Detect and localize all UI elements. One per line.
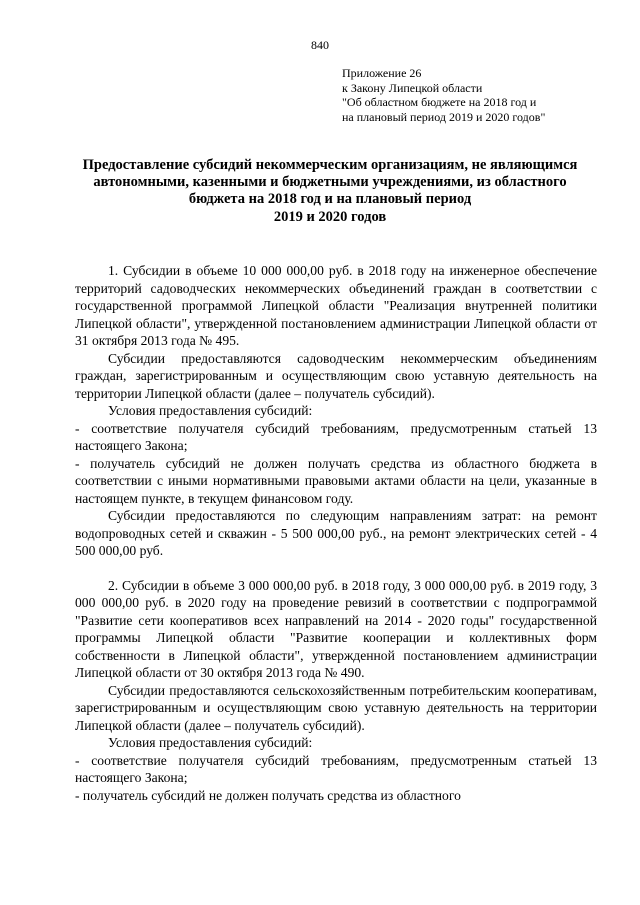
title-line: бюджета на 2018 год и на плановый период (188, 191, 472, 208)
annex-line: Приложение 26 (342, 66, 422, 80)
paragraph: 1. Субсидии в объеме 10 000 000,00 руб. в 2018 году на инженерное обеспечение территорий садоводческих некоммерческих объединений граждан в соответствии с государственной программой Липецкой области "Реализация внутренней политики Липецкой области", утвержденной постановлением администрации Липецкой области от 31 октября 2013 года № 495. (75, 263, 597, 348)
paragraph: Субсидии предоставляются садоводческим некоммерческим объединениям граждан, зарегистрированным и осуществляющим свою уставную деятельность на территории Липецкой области (далее – получатель субсидий). (75, 350, 597, 401)
section-2 (75, 577, 597, 805)
section-spacer (75, 560, 597, 577)
title-line: Предоставление субсидий некоммерческим организациям, не являющимся (82, 157, 578, 173)
page-number: 840 (311, 38, 329, 52)
paragraph: 2. Субсидии в объеме 3 000 000,00 руб. в 2018 году, 3 000 000,00 руб. в 2019 году, 3 000 000,00 руб. в 2020 году на проведение ревизий в соответствии с подпрограммой "Развитие сети кооперативов всех направлений на 2014 - 2020 годы" государственной программы Липецкой области "Развитие кооперации и коллективных форм собственности в Липецкой области", утвержденной постановлением администрации Липецкой области от 30 октября 2013 года № 490. (75, 577, 597, 680)
title-line: автономными, казенными и бюджетными учреждениями, из областного (93, 174, 567, 191)
document-body (75, 262, 597, 804)
annex-line: "Об областном бюджете на 2018 год и (342, 95, 537, 109)
list-item: - получатель субсидий не должен получать средства из областного бюджета в соответствии с иными нормативными правовыми актами области на цели, указанные в настоящем пункте, в текущем финансовом году. (75, 455, 597, 506)
annex-line: к Закону Липецкой области (342, 80, 483, 95)
list-item: - получатель субсидий не должен получать средства из областного (75, 787, 461, 803)
document-title (60, 157, 600, 226)
list-item: - соответствие получателя субсидий требованиям, предусмотренным статьей 13 настоящего Закона; (75, 420, 597, 453)
paragraph: Условия предоставления субсидий: (108, 735, 313, 750)
annex-line: на плановый период 2019 и 2020 годов" (342, 109, 546, 124)
list-item: - соответствие получателя субсидий требованиям, предусмотренным статьей 13 настоящего Закона; (75, 752, 597, 785)
paragraph: Субсидии предоставляются по следующим направлениям затрат: на ремонт водопроводных сетей и скважин - 5 500 000,00 руб., на ремонт электрических сетей - 4 500 000,00 руб. (75, 508, 597, 558)
section-1 (75, 262, 597, 560)
paragraph: Условия предоставления субсидий: (108, 403, 313, 418)
annex-header (342, 66, 612, 124)
paragraph: Субсидии предоставляются сельскохозяйственным потребительским кооперативам, зарегистрированным и осуществляющим свою уставную деятельность на территории Липецкой области (далее – получатель субсидий). (75, 682, 597, 733)
title-line: 2019 и 2020 годов (273, 208, 387, 225)
